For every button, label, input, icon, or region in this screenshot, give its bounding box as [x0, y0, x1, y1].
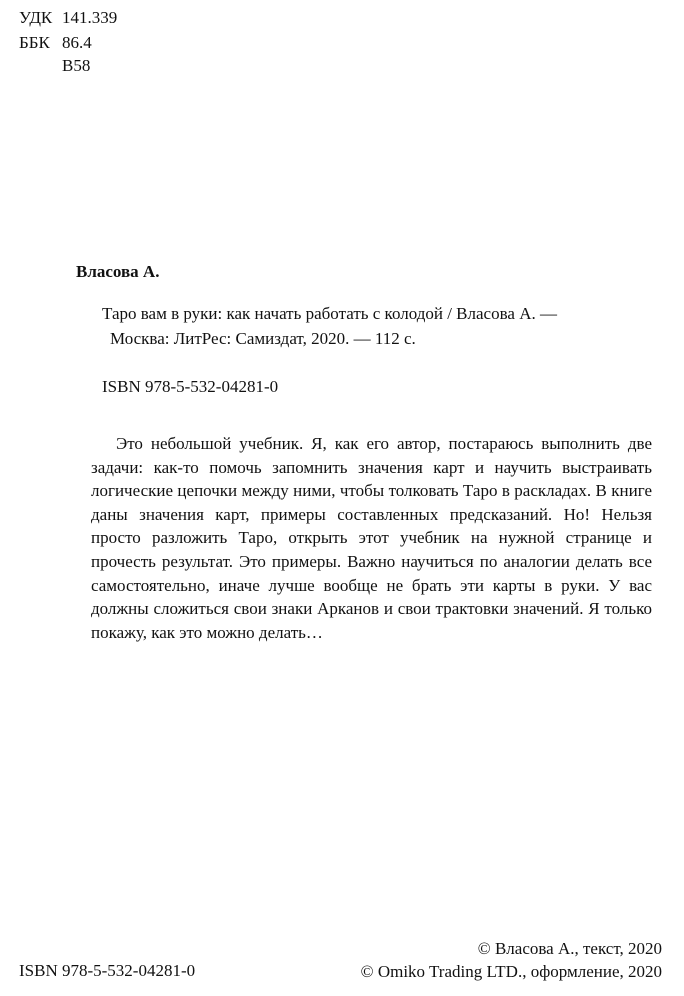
author-heading: Власова А.	[76, 262, 160, 281]
bbk-value: 86.4	[62, 33, 92, 52]
title-line-2: Москва: ЛитРес: Самиздат, 2020. — 112 с.	[110, 329, 416, 348]
udk-label: УДК	[19, 8, 53, 27]
copyright-design: © Omiko Trading LTD., оформление, 2020	[360, 962, 662, 981]
udk-line	[19, 8, 117, 28]
udk-value: 141.339	[62, 8, 118, 27]
bbk-label: ББК	[19, 33, 50, 52]
isbn-main: ISBN 978-5-532-04281-0	[102, 377, 279, 396]
annotation-paragraph: Это небольшой учебник. Я, как его автор, постараюсь выполнить две задачи: как-то помочь запомнить значения карт и научить выстраивать логические цепочки между ними, чтобы толковать Таро в раскладах. В книге даны значения карт, примеры составленных предсказаний. Но! Нельзя просто разложить Таро, открыть этот учебник на нужной странице и прочесть результат. Это примеры. Важно научиться по аналогии делать все самостоятельно, иначе лучше вообще не брать эти карты в руки. У вас должны сложиться свои знаки Арканов и свои трактовки значений. Я только покажу, как это можно делать…	[91, 434, 652, 642]
author-mark: В58	[62, 56, 91, 75]
isbn-footer: ISBN 978-5-532-04281-0	[19, 961, 196, 980]
bbk-line	[19, 33, 92, 53]
copyright-text: © Власова А., текст, 2020	[477, 939, 662, 958]
author-mark-line	[19, 56, 90, 76]
title-line-1: Таро вам в руки: как начать работать с колодой / Власова А. —	[102, 304, 557, 323]
